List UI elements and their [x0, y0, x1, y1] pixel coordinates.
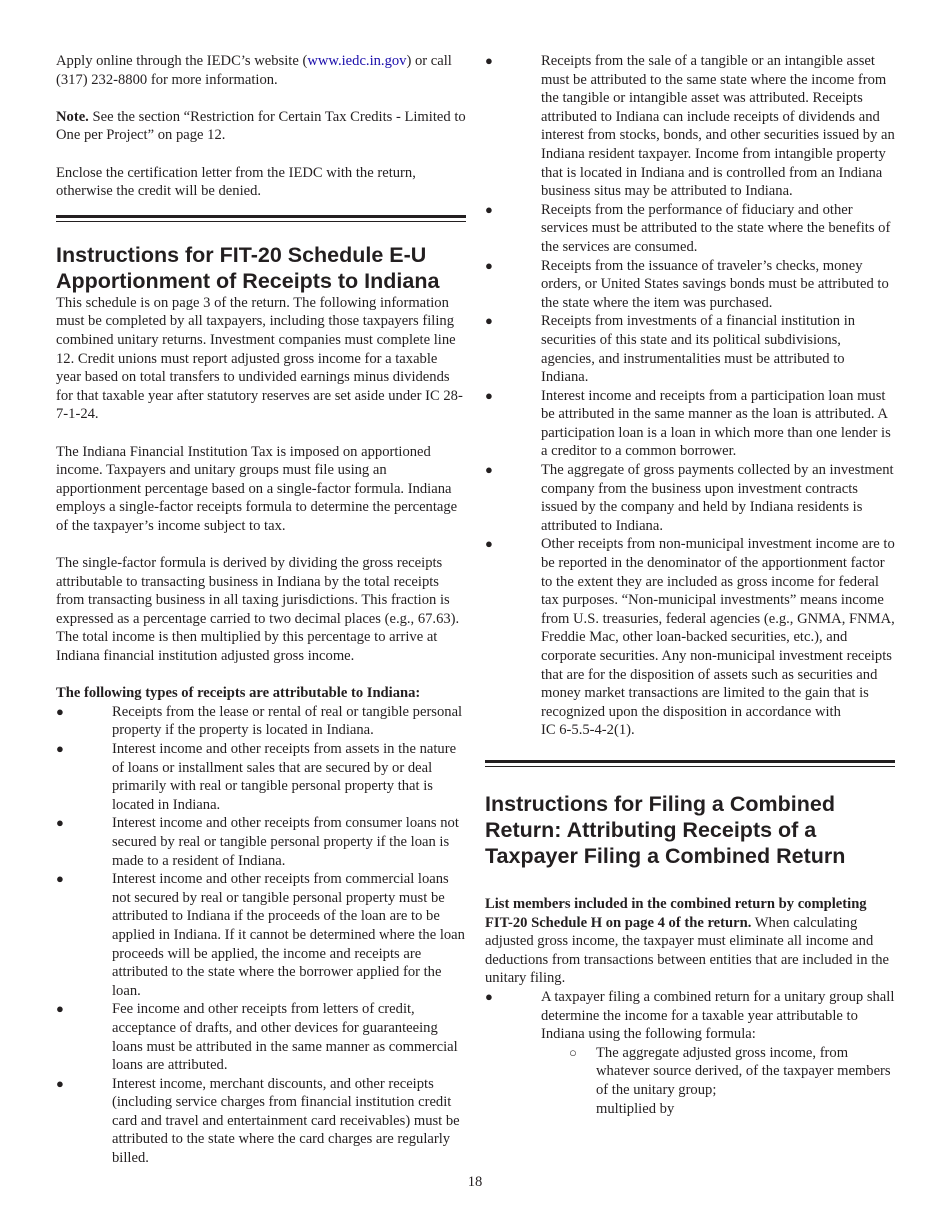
- enclose-paragraph: Enclose the certification letter from the IEDC with the return, otherwise the credit will be denied.: [56, 164, 416, 200]
- page-number: 18: [467, 1174, 483, 1190]
- list-item-text: Fee income and other receipts from letters of credit, acceptance of drafts, and other devices for guaranteeing loans must be attributed in the same manner as commercial loans are attributed.: [112, 1001, 458, 1074]
- list-item: [485, 201, 895, 257]
- schedule-eu-paragraph-1: This schedule is on page 3 of the return. The following information must be completed by all taxpayers, including those taxpayers filing combined unitary returns. Investment companies must complete line 12. Credit unions must report adjusted gross income for a taxable year based on total transfers to undivided earnings minus dividends for that taxable year after statutory reserves are set aside under IC 28-7-1-24.: [56, 294, 463, 423]
- list-item-text: Interest income and other receipts from consumer loans not secured by real or tangible personal property if the loan is made to a resident of Indiana.: [112, 815, 459, 869]
- list-item-text: Interest income and other receipts from commercial loans not secured by real or tangible personal property must be attributed to Indiana if the proceeds of the loan are to be applied in Indiana. If it cannot be determined where the loan proceeds will be applied, the income and receipts are attributed to the state where the borrower applied for the loan.: [112, 871, 465, 999]
- list-item: [56, 740, 466, 814]
- list-item-text: A taxpayer filing a combined return for a unitary group shall determine the income for a taxable year attributable to Indiana using the following formula:: [541, 988, 895, 1043]
- list-item-text: Receipts from the performance of fiduciary and other services must be attributed to the state where the benefits of the services are consumed.: [541, 201, 891, 255]
- receipts-list-continued: [485, 52, 895, 740]
- bullet-icon: ●: [56, 871, 64, 887]
- left-column: [56, 52, 466, 1168]
- receipts-list-heading: [56, 684, 466, 703]
- apply-text-end: ) or call (317) 232-8800 for more information.: [56, 53, 452, 88]
- bullet-icon: ●: [485, 536, 493, 552]
- list-item-text: The aggregate of gross payments collected by an investment company from the business upon investment contracts issued by the company and held by Indiana residents is attributed to Indiana.: [541, 462, 894, 534]
- bullet-icon: ●: [56, 1001, 64, 1017]
- list-item-text: Receipts from investments of a financial institution in securities of this state and its political subdivisions, agencies, and instrumentalities must be attributed to Indiana.: [541, 313, 856, 386]
- list-item-text: Receipts from the lease or rental of real or tangible personal property if the property is located in Indiana.: [112, 703, 463, 739]
- section-divider: [485, 760, 895, 767]
- list-item-text: Interest income and other receipts from assets in the nature of loans or installment sales that are secured by or deal primarily with real or tangible personal property that is located in Indiana.: [112, 741, 457, 813]
- bullet-icon: ●: [485, 201, 493, 217]
- list-item-text: Interest income, merchant discounts, and other receipts (including service charges from financial institution credit card and travel and entertainment card receivables) must be attributed to the state where the card charges are regularly billed.: [112, 1075, 460, 1167]
- list-item: [56, 1000, 466, 1074]
- bullet-icon: ●: [485, 257, 493, 273]
- list-item: [56, 814, 466, 870]
- apply-text: Apply online through the IEDC’s website (: [56, 53, 308, 69]
- right-column: [485, 52, 895, 1118]
- combined-return-text: When calculating adjusted gross income, the taxpayer must eliminate all income and deductions from transactions between entities that are included in the unitary filing.: [485, 914, 890, 987]
- combined-return-list: [485, 988, 895, 1044]
- list-item: [485, 461, 895, 535]
- schedule-eu-paragraph-3: The single-factor formula is derived by dividing the gross receipts attributable to transacting business in Indiana by the total receipts from transacting business in all taxing jurisdictions. This fraction is expressed as a percentage carried to two decimal places (e.g., 67.63). The total income is then multiplied by this percentage to arrive at Indiana financial institution adjusted gross income.: [56, 555, 460, 665]
- bullet-icon: ●: [485, 387, 493, 403]
- combined-return-heading: Instructions for Filing a Combined Return: Attributing Receipts of a Taxpayer Filing a Combined Return: [485, 791, 846, 868]
- bullet-icon: ●: [56, 703, 64, 719]
- schedule-eu-paragraph-2: The Indiana Financial Institution Tax is imposed on apportioned income. Taxpayers and unitary groups must file using an apportionment percentage based on a single-factor formula. Indiana employs a single-factor receipts formula to determine the percentage of the taxpayer’s income subject to tax.: [56, 443, 458, 534]
- list-item-text: The aggregate adjusted gross income, from whatever source derived, of the taxpayer members of the unitary group;: [596, 1044, 891, 1098]
- schedule-eu-heading: Instructions for FIT-20 Schedule E-U Apportionment of Receipts to Indiana: [56, 242, 440, 293]
- section-divider: [56, 215, 466, 222]
- receipts-list-heading-text: The following types of receipts are attributable to Indiana:: [56, 685, 421, 702]
- iedc-website-link[interactable]: www.iedc.in.gov: [307, 53, 407, 69]
- combined-return-bold: List members included in the combined return by completing FIT-20 Schedule H on page 4 of the return.: [485, 895, 867, 931]
- note-label: Note.: [56, 108, 89, 125]
- bullet-icon: ●: [56, 741, 64, 756]
- list-item: [485, 535, 895, 740]
- list-item: [485, 312, 895, 386]
- iedc-apply-paragraph: [56, 52, 466, 89]
- list-item: [485, 257, 895, 313]
- bullet-icon: ●: [485, 988, 493, 1004]
- bullet-icon: ●: [56, 1075, 64, 1091]
- list-item-text: Receipts from the issuance of traveler’s checks, money orders, or United States savings bonds must be attributed to the state where the item was purchased.: [541, 257, 889, 311]
- list-item: [485, 1044, 895, 1118]
- list-item-text: Receipts from the sale of a tangible or an intangible asset must be attributed to the same state where the income from the tangible or intangible asset was attributed. Receipts attributed to Indiana can include receipts of dividends and interest from stocks, bonds, and other securities issued by an Indiana resident taxpayer. Income from intangible property that is located in Indiana and is controlled from an Indiana business situs may be attributed to Indiana.: [541, 53, 895, 200]
- list-item-text: Interest income and receipts from a participation loan must be attributed in the same manner as the loan is attributed. A participation loan is a loan in which more than one lender is a creditor to a common borrower.: [541, 387, 891, 460]
- list-item: [485, 52, 895, 201]
- bullet-icon: ●: [485, 53, 493, 68]
- note-paragraph: [56, 108, 466, 145]
- hollow-bullet-icon: ○: [569, 1044, 577, 1060]
- list-item: [56, 703, 466, 740]
- list-item: [56, 870, 466, 1000]
- bullet-icon: ●: [56, 815, 64, 831]
- list-item: [485, 387, 895, 461]
- list-item-text: Other receipts from non-municipal investment income are to be reported in the denominator of the apportionment factor to the extent they are included as gross income for federal tax purposes. “Non-municipal investments” means income from U.S. treasuries, federal agencies (e.g., GNMA, FNMA, Freddie Mac, other loan-backed securities, etc.), and corporate securities. Any non-municipal investment receipts that are for the disposition of assets such as securities and money market transactions are limited to the gain that is recognized upon the disposition in accordance with: [541, 536, 895, 720]
- combined-return-paragraph: [485, 895, 895, 988]
- list-item: [56, 1075, 466, 1168]
- combined-return-sublist: [485, 1044, 895, 1118]
- statute-reference: IC 6-5.5-4-2(1).: [541, 722, 635, 739]
- bullet-icon: ●: [485, 313, 493, 329]
- bullet-icon: ●: [485, 462, 493, 478]
- note-text: See the section “Restriction for Certain Tax Credits - Limited to One per Project” on page 12.: [56, 108, 466, 144]
- formula-tail: multiplied by: [596, 1100, 675, 1117]
- list-item: [485, 988, 895, 1044]
- indiana-receipts-list: [56, 703, 466, 1168]
